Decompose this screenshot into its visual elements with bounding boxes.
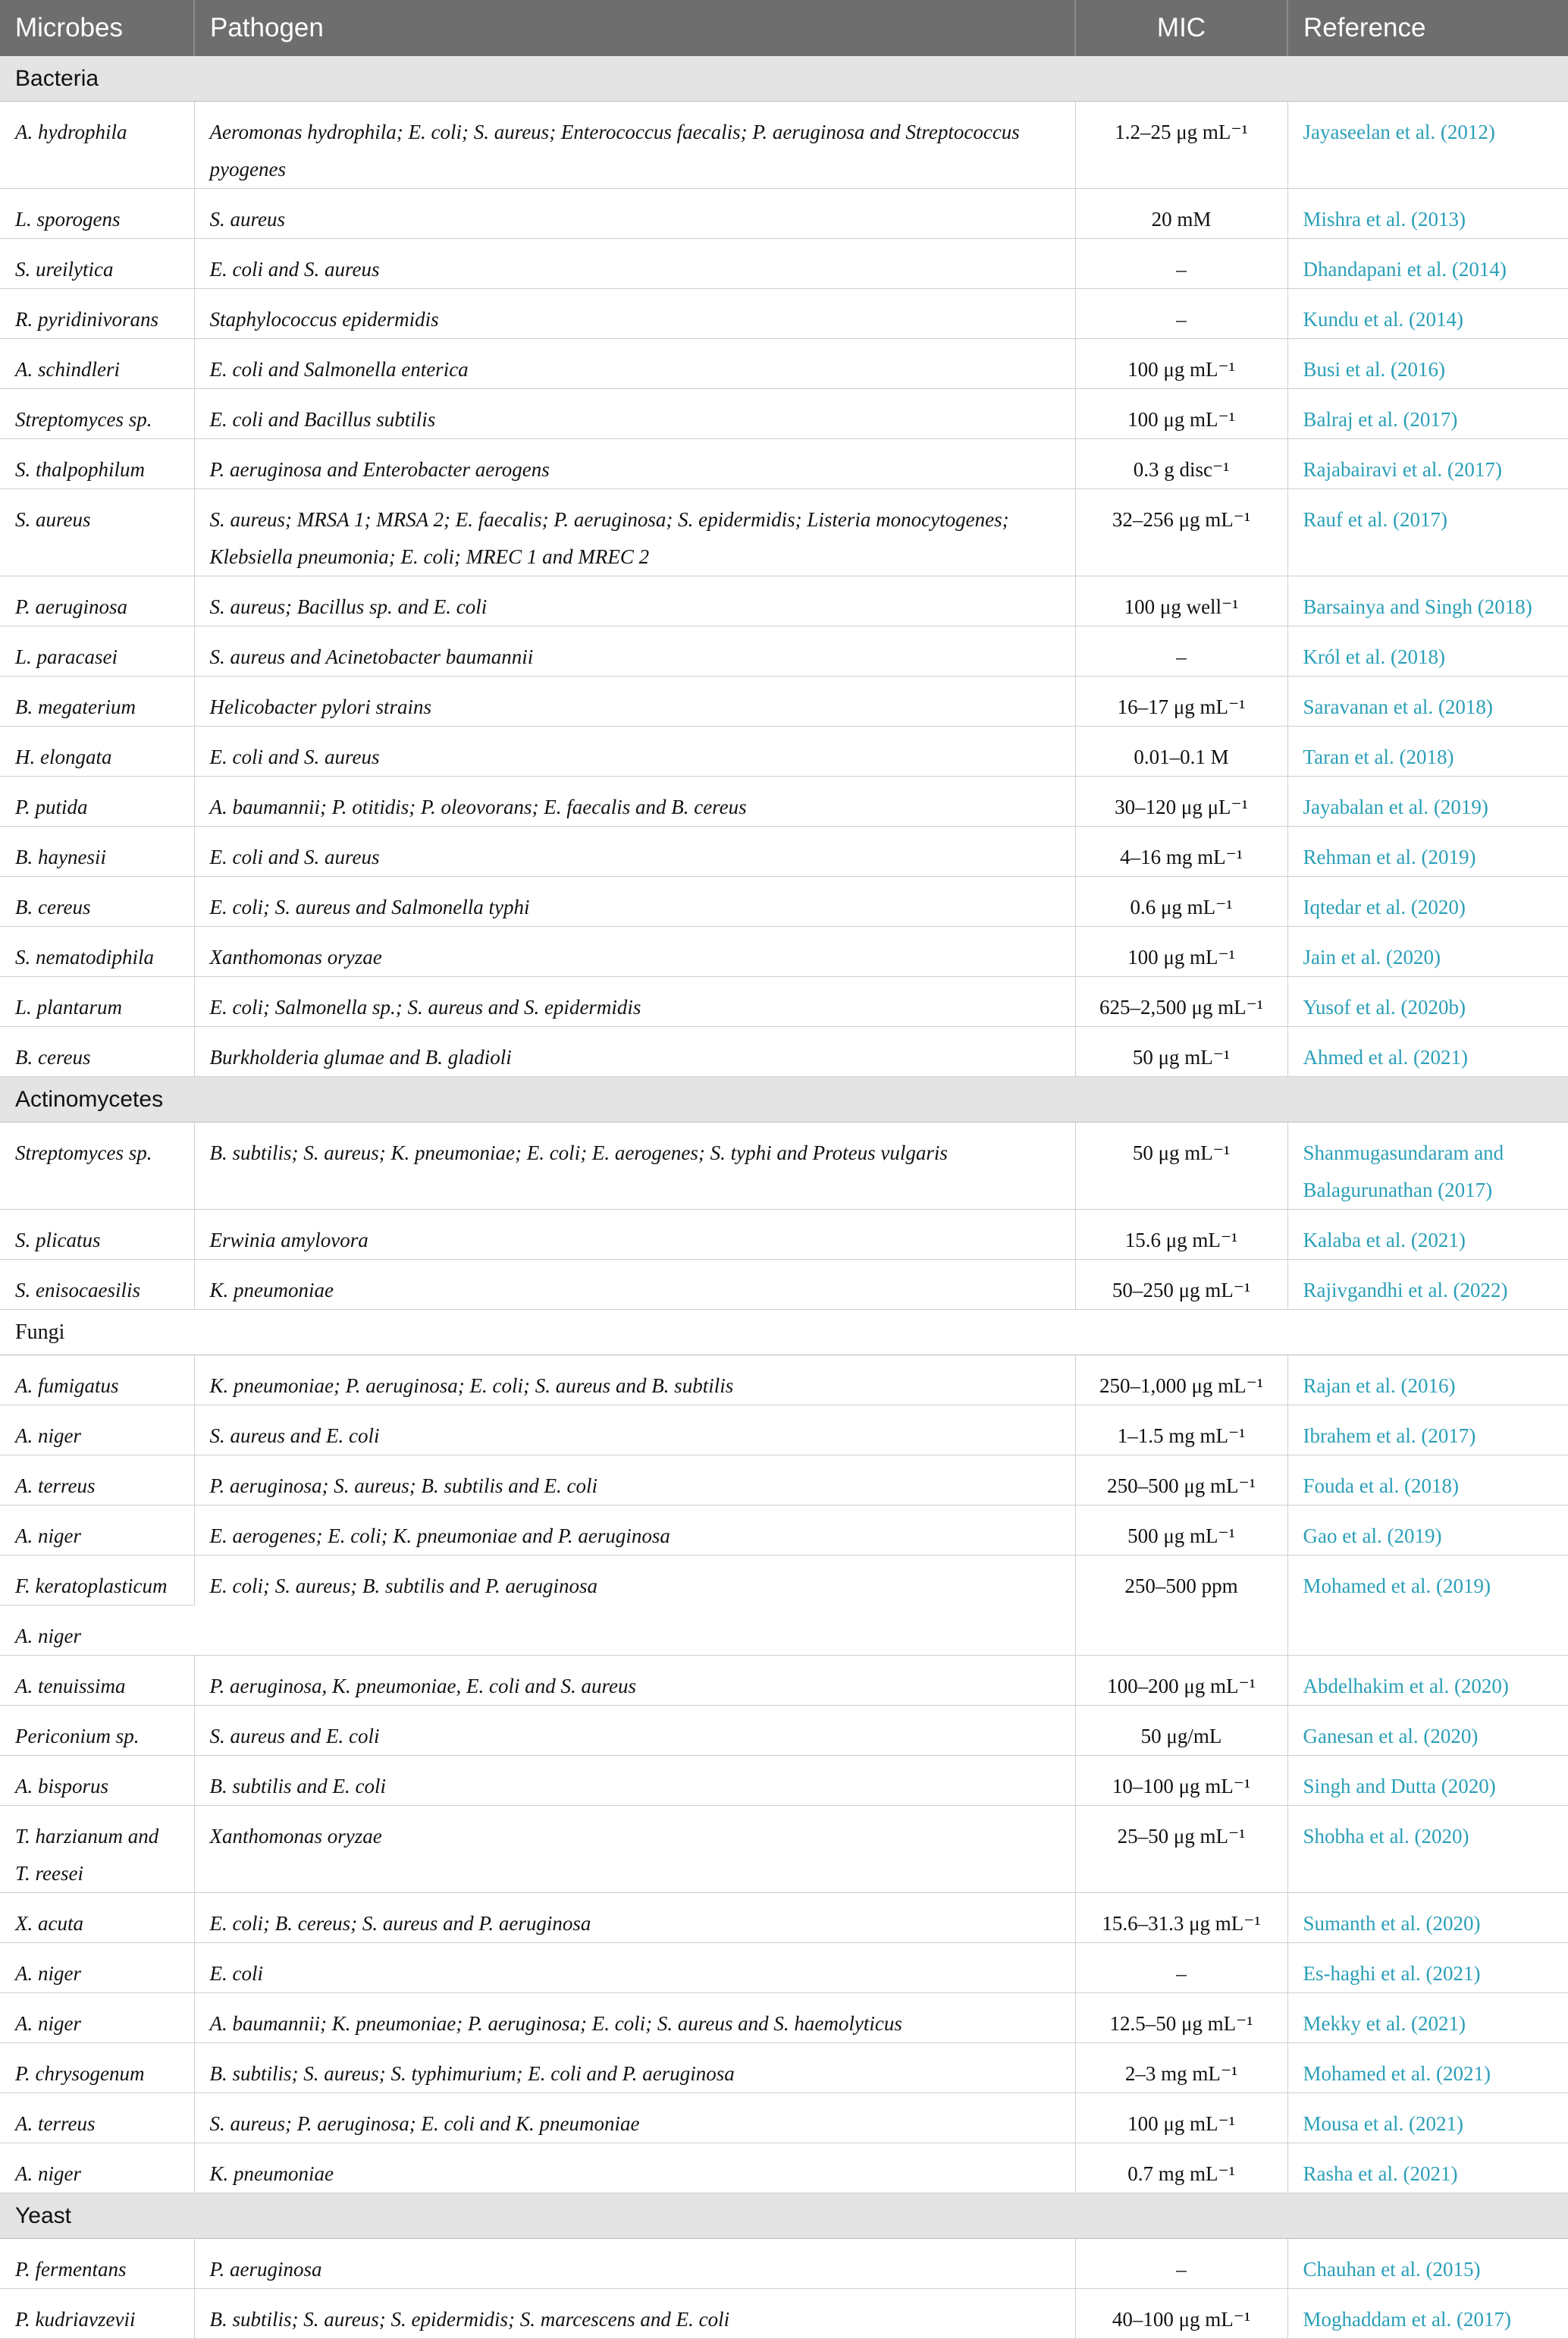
group-label: Fungi — [0, 1310, 1568, 1355]
microbe-cell: A. schindleri — [0, 339, 194, 389]
reference-link[interactable]: Shobha et al. (2020) — [1287, 1806, 1568, 1893]
mic-cell: 15.6–31.3 μg mL⁻¹ — [1075, 1893, 1287, 1943]
table-row — [0, 927, 1568, 977]
table-row — [0, 189, 1568, 239]
mic-cell: 50 μg/mL — [1075, 1706, 1287, 1756]
table-row — [0, 1756, 1568, 1806]
reference-link[interactable]: Rehman et al. (2019) — [1287, 827, 1568, 877]
mic-cell: 10–100 μg mL⁻¹ — [1075, 1756, 1287, 1806]
microbe-cell: A. niger — [0, 1943, 194, 1993]
microbe-cell: S. enisocaesilis — [0, 1260, 194, 1310]
microbe-cell: A. niger — [0, 2143, 194, 2193]
microbe-cell: B. cereus — [0, 877, 194, 927]
pathogen-cell: E. coli and S. aureus — [194, 239, 1075, 289]
microbe-cell: H. elongata — [0, 727, 194, 777]
header-row — [0, 0, 1568, 56]
microbe-cell: P. kudriavzevii — [0, 2289, 194, 2339]
pathogen-cell: E. coli; B. cereus; S. aureus and P. aeruginosa — [194, 1893, 1075, 1943]
mic-cell: 100 μg mL⁻¹ — [1075, 927, 1287, 977]
pathogen-cell: S. aureus; MRSA 1; MRSA 2; E. faecalis; P. aeruginosa; S. epidermidis; Listeria monocytogenes; Klebsiella pneumonia; E. coli; MREC 1 and MREC 2 — [194, 489, 1075, 576]
table-row — [0, 1505, 1568, 1556]
table-row — [0, 1355, 1568, 1405]
pathogen-cell: E. coli and Bacillus subtilis — [194, 389, 1075, 439]
table-row — [0, 677, 1568, 727]
table-row — [0, 977, 1568, 1027]
header-reference: Reference — [1287, 0, 1568, 56]
microbe-cell: S. thalpophilum — [0, 439, 194, 489]
pathogen-cell: S. aureus; Bacillus sp. and E. coli — [194, 576, 1075, 626]
mic-cell: 20 mM — [1075, 189, 1287, 239]
table-row — [0, 2093, 1568, 2143]
microbe-cell: A. niger — [0, 1993, 194, 2043]
mic-cell: 100 μg well⁻¹ — [1075, 576, 1287, 626]
pathogen-cell: Staphylococcus epidermidis — [194, 289, 1075, 339]
mic-cell: 4–16 mg mL⁻¹ — [1075, 827, 1287, 877]
reference-link[interactable]: Jayabalan et al. (2019) — [1287, 777, 1568, 827]
group-label: Yeast — [0, 2193, 1568, 2239]
mic-cell: 25–50 μg mL⁻¹ — [1075, 1806, 1287, 1893]
mic-cell: 0.7 mg mL⁻¹ — [1075, 2143, 1287, 2193]
header-mic: MIC — [1075, 0, 1287, 56]
pathogen-cell: P. aeruginosa — [194, 2239, 1075, 2289]
pathogen-cell: E. coli; S. aureus and Salmonella typhi — [194, 877, 1075, 927]
table-row — [0, 1122, 1568, 1210]
reference-link[interactable]: Jain et al. (2020) — [1287, 927, 1568, 977]
pathogen-cell: S. aureus — [194, 189, 1075, 239]
pathogen-cell: S. aureus and E. coli — [194, 1706, 1075, 1756]
pathogen-cell: Erwinia amylovora — [194, 1210, 1075, 1260]
pathogen-cell: S. aureus; P. aeruginosa; E. coli and K. pneumoniae — [194, 2093, 1075, 2143]
microbe-cell: S. nematodiphila — [0, 927, 194, 977]
reference-link[interactable]: Kundu et al. (2014) — [1287, 289, 1568, 339]
group-header-row — [0, 1310, 1568, 1355]
microbe-cell: Periconium sp. — [0, 1706, 194, 1756]
pathogen-cell: A. baumannii; K. pneumoniae; P. aeruginosa; E. coli; S. aureus and S. haemolyticus — [194, 1993, 1075, 2043]
table-row — [0, 877, 1568, 927]
mic-cell: 40–100 μg mL⁻¹ — [1075, 2289, 1287, 2339]
pathogen-cell: E. coli and Salmonella enterica — [194, 339, 1075, 389]
microbe-cell: B. haynesii — [0, 827, 194, 877]
table-row — [0, 489, 1568, 576]
mic-cell: – — [1075, 626, 1287, 677]
reference-link[interactable]: Moghaddam et al. (2017) — [1287, 2289, 1568, 2339]
microbe-cell: X. acuta — [0, 1893, 194, 1943]
table-row — [0, 827, 1568, 877]
table-row — [0, 289, 1568, 339]
reference-link[interactable]: Mohamed et al. (2019) — [1287, 1556, 1568, 1656]
group-header-row — [0, 56, 1568, 102]
mic-cell: 50 μg mL⁻¹ — [1075, 1122, 1287, 1210]
microbe-cell: L. plantarum — [0, 977, 194, 1027]
table-row — [0, 1656, 1568, 1706]
table-row — [0, 1556, 1568, 1606]
reference-link[interactable]: Fouda et al. (2018) — [1287, 1455, 1568, 1505]
table-row — [0, 1455, 1568, 1505]
reference-link[interactable]: Saravanan et al. (2018) — [1287, 677, 1568, 727]
pathogen-cell: E. coli — [194, 1943, 1075, 1993]
mic-cell: – — [1075, 1943, 1287, 1993]
microbe-cell: A. fumigatus — [0, 1355, 194, 1405]
microbe-cell: L. sporogens — [0, 189, 194, 239]
mic-cell: 100–200 μg mL⁻¹ — [1075, 1656, 1287, 1706]
group-header-row — [0, 2193, 1568, 2239]
mic-cell: 2–3 mg mL⁻¹ — [1075, 2043, 1287, 2093]
table-row — [0, 239, 1568, 289]
pathogen-cell: E. aerogenes; E. coli; K. pneumoniae and P. aeruginosa — [194, 1505, 1075, 1556]
microbe-cell: Streptomyces sp. — [0, 1122, 194, 1210]
group-header-row — [0, 1077, 1568, 1122]
reference-link[interactable]: Chauhan et al. (2015) — [1287, 2239, 1568, 2289]
mic-cell: 1–1.5 mg mL⁻¹ — [1075, 1405, 1287, 1455]
table-row — [0, 2239, 1568, 2289]
reference-link[interactable]: Rajabairavi et al. (2017) — [1287, 439, 1568, 489]
table-row — [0, 1260, 1568, 1310]
mic-cell: 250–500 μg mL⁻¹ — [1075, 1455, 1287, 1505]
table-row — [0, 439, 1568, 489]
reference-link[interactable]: Dhandapani et al. (2014) — [1287, 239, 1568, 289]
microbe-cell: A. niger — [0, 1606, 194, 1656]
microbe-cell: S. ureilytica — [0, 239, 194, 289]
reference-link[interactable]: Rajan et al. (2016) — [1287, 1355, 1568, 1405]
table-row — [0, 2289, 1568, 2339]
microbe-cell: L. paracasei — [0, 626, 194, 677]
microbe-cell: R. pyridinivorans — [0, 289, 194, 339]
pathogen-cell: S. aureus and E. coli — [194, 1405, 1075, 1455]
mic-cell: 100 μg mL⁻¹ — [1075, 2093, 1287, 2143]
mic-cell: 250–500 ppm — [1075, 1556, 1287, 1656]
mic-cell: 0.6 μg mL⁻¹ — [1075, 877, 1287, 927]
pathogen-cell: A. baumannii; P. otitidis; P. oleovorans; E. faecalis and B. cereus — [194, 777, 1075, 827]
microbe-cell: P. aeruginosa — [0, 576, 194, 626]
microbe-cell: A. niger — [0, 1505, 194, 1556]
group-label: Bacteria — [0, 56, 1568, 102]
microbe-cell: A. bisporus — [0, 1756, 194, 1806]
reference-link[interactable]: Barsainya and Singh (2018) — [1287, 576, 1568, 626]
microbe-cell: B. megaterium — [0, 677, 194, 727]
mic-cell: 625–2,500 μg mL⁻¹ — [1075, 977, 1287, 1027]
table-row — [0, 1993, 1568, 2043]
reference-link[interactable]: Król et al. (2018) — [1287, 626, 1568, 677]
table-row — [0, 626, 1568, 677]
table-row — [0, 1706, 1568, 1756]
pathogen-cell: E. coli and S. aureus — [194, 827, 1075, 877]
mic-cell: 50 μg mL⁻¹ — [1075, 1027, 1287, 1077]
pathogen-cell: P. aeruginosa and Enterobacter aerogens — [194, 439, 1075, 489]
mic-cell: 30–120 μg μL⁻¹ — [1075, 777, 1287, 827]
microbe-cell: S. plicatus — [0, 1210, 194, 1260]
pathogen-cell: P. aeruginosa, K. pneumoniae, E. coli and S. aureus — [194, 1656, 1075, 1706]
pathogen-cell: P. aeruginosa; S. aureus; B. subtilis and E. coli — [194, 1455, 1075, 1505]
reference-link[interactable]: Abdelhakim et al. (2020) — [1287, 1656, 1568, 1706]
mic-cell: 0.3 g disc⁻¹ — [1075, 439, 1287, 489]
microbe-cell: A. tenuissima — [0, 1656, 194, 1706]
pathogen-cell: B. subtilis; S. aureus; K. pneumoniae; E. coli; E. aerogenes; S. typhi and Proteus vulgaris — [194, 1122, 1075, 1210]
table-row — [0, 1806, 1568, 1893]
table-row — [0, 777, 1568, 827]
microbe-cell: P. fermentans — [0, 2239, 194, 2289]
reference-link[interactable]: Shanmugasundaram and Balagurunathan (2017) — [1287, 1122, 1568, 1210]
reference-link[interactable]: Rauf et al. (2017) — [1287, 489, 1568, 576]
pathogen-cell: Helicobacter pylori strains — [194, 677, 1075, 727]
table-row — [0, 1027, 1568, 1077]
microbe-cell: A. niger — [0, 1405, 194, 1455]
reference-link[interactable]: Iqtedar et al. (2020) — [1287, 877, 1568, 927]
pathogen-cell: S. aureus and Acinetobacter baumannii — [194, 626, 1075, 677]
mic-cell: 100 μg mL⁻¹ — [1075, 389, 1287, 439]
reference-link[interactable]: Es-haghi et al. (2021) — [1287, 1943, 1568, 1993]
table-row — [0, 102, 1568, 189]
mic-cell: 0.01–0.1 M — [1075, 727, 1287, 777]
table-row — [0, 1405, 1568, 1455]
mic-cell: 1.2–25 μg mL⁻¹ — [1075, 102, 1287, 189]
microbe-cell: P. chrysogenum — [0, 2043, 194, 2093]
mic-cell: 500 μg mL⁻¹ — [1075, 1505, 1287, 1556]
table-body — [0, 56, 1568, 2339]
pathogen-cell: B. subtilis and E. coli — [194, 1756, 1075, 1806]
mic-cell: 250–1,000 μg mL⁻¹ — [1075, 1355, 1287, 1405]
mic-cell: – — [1075, 2239, 1287, 2289]
pathogen-cell: E. coli; S. aureus; B. subtilis and P. aeruginosa — [194, 1556, 1075, 1656]
mic-cell: 50–250 μg mL⁻¹ — [1075, 1260, 1287, 1310]
table-row — [0, 576, 1568, 626]
mic-cell: 12.5–50 μg mL⁻¹ — [1075, 1993, 1287, 2043]
reference-link[interactable]: Mousa et al. (2021) — [1287, 2093, 1568, 2143]
microbe-cell: B. cereus — [0, 1027, 194, 1077]
mic-cell: – — [1075, 239, 1287, 289]
table-row — [0, 1943, 1568, 1993]
microbe-cell: P. putida — [0, 777, 194, 827]
pathogen-cell: B. subtilis; S. aureus; S. epidermidis; S. marcescens and E. coli — [194, 2289, 1075, 2339]
header-microbes: Microbes — [0, 0, 194, 56]
group-label: Actinomycetes — [0, 1077, 1568, 1122]
reference-link[interactable]: Mekky et al. (2021) — [1287, 1993, 1568, 2043]
table-row — [0, 389, 1568, 439]
microbe-cell: Streptomyces sp. — [0, 389, 194, 439]
reference-link[interactable]: Taran et al. (2018) — [1287, 727, 1568, 777]
table-row — [0, 1210, 1568, 1260]
reference-link[interactable]: Singh and Dutta (2020) — [1287, 1756, 1568, 1806]
pathogen-cell: B. subtilis; S. aureus; S. typhimurium; E. coli and P. aeruginosa — [194, 2043, 1075, 2093]
mic-cell: 15.6 μg mL⁻¹ — [1075, 1210, 1287, 1260]
reference-link[interactable]: Busi et al. (2016) — [1287, 339, 1568, 389]
reference-link[interactable]: Mishra et al. (2013) — [1287, 189, 1568, 239]
reference-link[interactable]: Rajivgandhi et al. (2022) — [1287, 1260, 1568, 1310]
reference-link[interactable]: Sumanth et al. (2020) — [1287, 1893, 1568, 1943]
table-row — [0, 2043, 1568, 2093]
reference-link[interactable]: Ganesan et al. (2020) — [1287, 1706, 1568, 1756]
mic-cell: 32–256 μg mL⁻¹ — [1075, 489, 1287, 576]
microbe-cell: S. aureus — [0, 489, 194, 576]
table-row — [0, 339, 1568, 389]
pathogen-cell: Xanthomonas oryzae — [194, 927, 1075, 977]
microbe-cell: F. keratoplasticum — [0, 1556, 194, 1606]
pathogen-cell: Xanthomonas oryzae — [194, 1806, 1075, 1893]
reference-link[interactable]: Kalaba et al. (2021) — [1287, 1210, 1568, 1260]
microbe-cell: A. hydrophila — [0, 102, 194, 189]
reference-link[interactable]: Rasha et al. (2021) — [1287, 2143, 1568, 2193]
mic-cell: 100 μg mL⁻¹ — [1075, 339, 1287, 389]
table-row — [0, 727, 1568, 777]
pathogen-cell: E. coli and S. aureus — [194, 727, 1075, 777]
pathogen-cell: Burkholderia glumae and B. gladioli — [194, 1027, 1075, 1077]
table-row — [0, 2143, 1568, 2193]
pathogen-cell: Aeromonas hydrophila; E. coli; S. aureus; Enterococcus faecalis; P. aeruginosa and Streptococcus pyogenes — [194, 102, 1075, 189]
microbe-cell: A. terreus — [0, 1455, 194, 1505]
pathogen-cell: K. pneumoniae — [194, 2143, 1075, 2193]
reference-link[interactable]: Jayaseelan et al. (2012) — [1287, 102, 1568, 189]
reference-link[interactable]: Ahmed et al. (2021) — [1287, 1027, 1568, 1077]
pathogen-cell: E. coli; Salmonella sp.; S. aureus and S. epidermidis — [194, 977, 1075, 1027]
reference-link[interactable]: Ibrahem et al. (2017) — [1287, 1405, 1568, 1455]
reference-link[interactable]: Yusof et al. (2020b) — [1287, 977, 1568, 1027]
microbe-cell: A. terreus — [0, 2093, 194, 2143]
table-row — [0, 1893, 1568, 1943]
pathogen-cell: K. pneumoniae; P. aeruginosa; E. coli; S. aureus and B. subtilis — [194, 1355, 1075, 1405]
mic-cell: – — [1075, 289, 1287, 339]
header-pathogen: Pathogen — [194, 0, 1075, 56]
reference-link[interactable]: Mohamed et al. (2021) — [1287, 2043, 1568, 2093]
reference-link[interactable]: Balraj et al. (2017) — [1287, 389, 1568, 439]
reference-link[interactable]: Gao et al. (2019) — [1287, 1505, 1568, 1556]
pathogen-cell: K. pneumoniae — [194, 1260, 1075, 1310]
microbe-cell: T. harzianum and T. reesei — [0, 1806, 194, 1893]
mic-cell: 16–17 μg mL⁻¹ — [1075, 677, 1287, 727]
